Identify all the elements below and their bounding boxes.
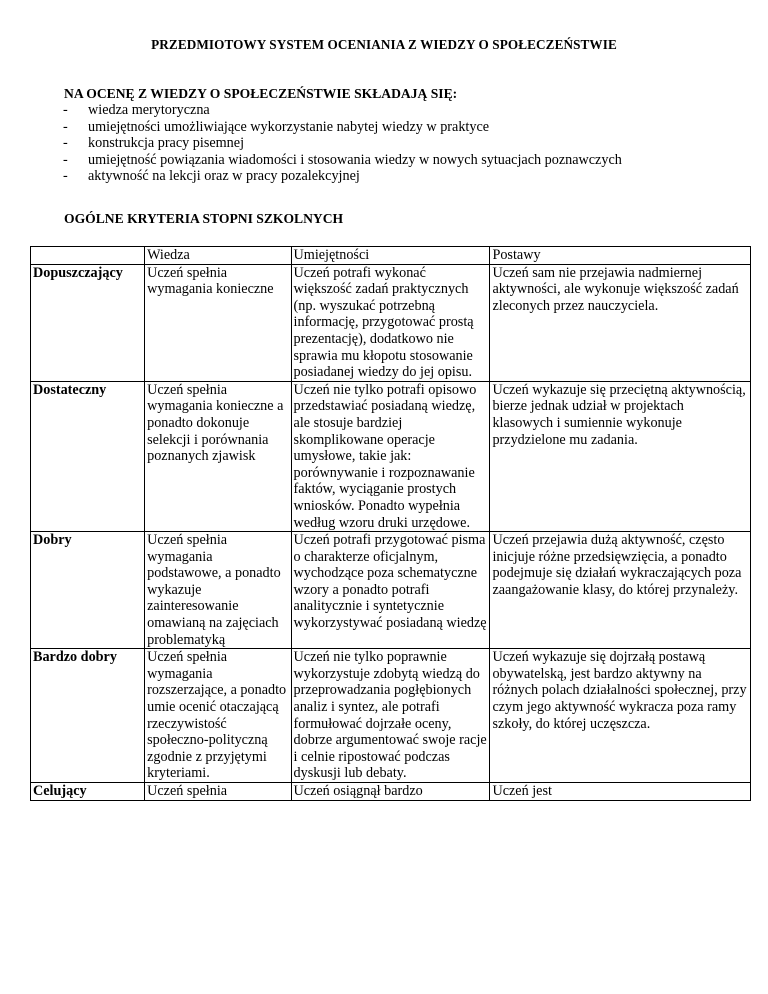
table-row	[31, 264, 751, 381]
document-title: PRZEDMIOTOWY SYSTEM OCENIANIA Z WIEDZY O SPOŁECZEŃSTWIE	[151, 37, 617, 52]
grade-name: Dopuszczający	[31, 264, 145, 381]
knowledge-cell: Uczeń spełnia wymagania podstawowe, a ponadto wykazuje zainteresowanie omawianą na zajęciach problematyką	[145, 532, 291, 649]
grade-name: Dobry	[31, 532, 145, 649]
assessment-list	[88, 102, 688, 185]
list-item: - konstrukcja pracy pisemnej	[88, 135, 688, 152]
table-row	[31, 783, 751, 801]
attitudes-cell: Uczeń wykazuje się dojrzałą postawą obywatelską, jest bardzo aktywny na różnych polach działalności społecznej, przy czym jego aktywność wykracza poza ramy szkoły, do której uczęszcza.	[490, 649, 751, 783]
header-cell-attitudes: Postawy	[490, 247, 751, 265]
header-cell-skills: Umiejętności	[291, 247, 490, 265]
table-row	[31, 532, 751, 649]
header-cell-knowledge: Wiedza	[145, 247, 291, 265]
list-item: - wiedza merytoryczna	[88, 102, 688, 119]
attitudes-cell: Uczeń sam nie przejawia nadmiernej aktywności, ale wykonuje większość zadań zleconych przez nauczyciela.	[490, 264, 751, 381]
skills-cell: Uczeń osiągnął bardzo	[291, 783, 490, 801]
list-item: - umiejętności umożliwiające wykorzystanie nabytej wiedzy w praktyce	[88, 119, 688, 136]
knowledge-cell: Uczeń spełnia wymagania konieczne a ponadto dokonuje selekcji i porównania poznanych zjawisk	[145, 381, 291, 531]
grading-criteria-table	[30, 246, 751, 801]
table-header-row	[31, 247, 751, 265]
grade-name: Dostateczny	[31, 381, 145, 531]
attitudes-cell: Uczeń przejawia dużą aktywność, często inicjuje różne przedsięwzięcia, a ponadto podejmuje się działań wykraczających poza zaangażowanie klasy, do której przynależy.	[490, 532, 751, 649]
table-row	[31, 381, 751, 531]
knowledge-cell: Uczeń spełnia	[145, 783, 291, 801]
skills-cell: Uczeń nie tylko potrafi opisowo przedstawiać posiadaną wiedzę, ale stosuje bardziej skomplikowane operacje umysłowe, takie jak: porównywanie i rozpoznawanie faktów, wyciąganie prostych wniosków. Ponadto wypełnia według wzoru druki urzędowe.	[291, 381, 490, 531]
grade-name: Bardzo dobry	[31, 649, 145, 783]
attitudes-cell: Uczeń jest	[490, 783, 751, 801]
header-cell-empty	[31, 247, 145, 265]
grade-name: Celujący	[31, 783, 145, 801]
knowledge-cell: Uczeń spełnia wymagania konieczne	[145, 264, 291, 381]
knowledge-cell: Uczeń spełnia wymagania rozszerzające, a ponadto umie ocenić otaczającą rzeczywistość społeczno-polityczną zgodnie z przyjętymi kryteriami.	[145, 649, 291, 783]
list-item: - aktywność na lekcji oraz w pracy pozalekcyjnej	[88, 168, 688, 185]
skills-cell: Uczeń nie tylko poprawnie wykorzystuje zdobytą wiedzą do przeprowadzania pogłębionych analiz i syntez, ale potrafi formułować dojrzałe oceny, dobrze argumentować swoje racje i celnie ripostować podczas dyskusji lub debaty.	[291, 649, 490, 783]
assessment-heading: NA OCENĘ Z WIEDZY O SPOŁECZEŃSTWIE SKŁADAJĄ SIĘ:	[64, 86, 458, 101]
skills-cell: Uczeń potrafi wykonać większość zadań praktycznych (np. wyszukać potrzebną informację, przygotować prostą prezentację), dodatkowo nie sprawia mu kłopotu stosowanie posiadanej wiedzy do jej opisu.	[291, 264, 490, 381]
list-item: - umiejętność powiązania wiadomości i stosowania wiedzy w nowych sytuacjach poznawczych	[88, 152, 688, 169]
criteria-heading: OGÓLNE KRYTERIA STOPNI SZKOLNYCH	[64, 211, 344, 226]
skills-cell: Uczeń potrafi przygotować pisma o charakterze oficjalnym, wychodzące poza schematyczne wzory a ponadto potrafi analitycznie i syntetycznie wykorzystywać posiadaną wiedzę	[291, 532, 490, 649]
table-row	[31, 649, 751, 783]
attitudes-cell: Uczeń wykazuje się przeciętną aktywnością, bierze jednak udział w projektach klasowych i sumiennie wykonuje przydzielone mu zadania.	[490, 381, 751, 531]
